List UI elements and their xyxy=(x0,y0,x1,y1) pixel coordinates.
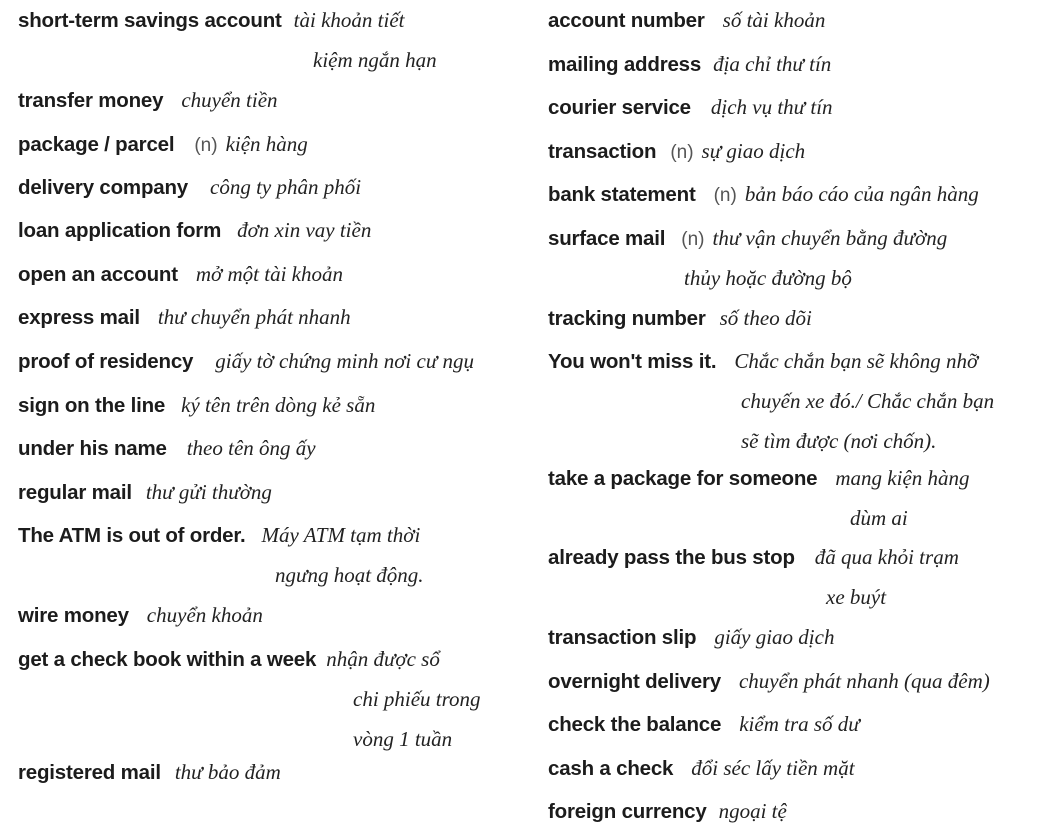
vocab-definition: Máy ATM tạm thời xyxy=(261,523,421,547)
vocab-term: cash a check xyxy=(548,757,674,780)
vocab-term: loan application form xyxy=(18,219,222,242)
part-of-speech: (n) xyxy=(713,185,737,206)
vocab-definition: thư chuyển phát nhanh xyxy=(157,305,351,329)
vocab-definition: ngoại tệ xyxy=(718,799,787,823)
vocab-term: check the balance xyxy=(548,713,722,736)
vocab-definition: thư bảo đảm xyxy=(174,760,281,784)
vocab-term: take a package for someone xyxy=(548,467,818,490)
vocab-definition: tài khoản tiết xyxy=(293,8,405,32)
vocab-term: package / parcel xyxy=(18,133,175,156)
vocab-term: courier service xyxy=(548,96,691,119)
vocab-entry xyxy=(548,756,855,781)
vocab-term: foreign currency xyxy=(548,800,707,823)
vocab-term: delivery company xyxy=(18,176,188,199)
vocab-definition: chuyển khoản xyxy=(146,603,263,627)
vocab-entry xyxy=(548,182,979,207)
vocab-definition: theo tên ông ấy xyxy=(186,436,316,460)
vocab-entry xyxy=(18,436,316,461)
vocab-entry xyxy=(548,306,812,331)
vocab-definition: dịch vụ thư tín xyxy=(710,95,833,119)
vocab-definition: thư vận chuyển bằng đường xyxy=(712,226,948,250)
vocab-term: overnight delivery xyxy=(548,670,721,693)
vocab-definition: đổi séc lấy tiền mặt xyxy=(691,756,855,780)
vocab-entry xyxy=(18,305,351,330)
vocab-entry xyxy=(548,8,825,33)
vocab-term: open an account xyxy=(18,263,178,286)
vocab-definition: ký tên trên dòng kẻ sẵn xyxy=(181,393,376,417)
vocab-definition: Chắc chắn bạn sẽ không nhỡ xyxy=(734,349,979,373)
vocab-term: transaction xyxy=(548,140,657,163)
vocab-entry xyxy=(18,349,474,374)
vocab-term: transfer money xyxy=(18,89,164,112)
vocab-definition: đã qua khỏi trạm xyxy=(814,545,959,569)
vocab-definition-continued: chuyến xe đó./ Chắc chắn bạn xyxy=(741,389,995,413)
vocab-definition: mang kiện hàng xyxy=(835,466,970,490)
vocab-term: You won't miss it. xyxy=(548,350,717,373)
vocab-term: get a check book within a week xyxy=(18,648,317,671)
vocab-entry xyxy=(18,88,278,113)
vocab-definition: giấy giao dịch xyxy=(714,625,835,649)
vocab-term: mailing address xyxy=(548,53,702,76)
vocab-entry xyxy=(548,625,834,650)
vocab-definition: chuyển phát nhanh (qua đêm) xyxy=(738,669,990,693)
vocab-term: wire money xyxy=(18,604,129,627)
part-of-speech: (n) xyxy=(681,229,705,250)
vocab-entry xyxy=(18,262,343,287)
vocab-entry xyxy=(18,760,281,785)
vocab-entry xyxy=(548,226,947,251)
vocab-definition: công ty phân phối xyxy=(210,175,362,199)
vocab-entry xyxy=(548,712,860,737)
vocab-definition: thư gửi thường xyxy=(145,480,272,504)
vocab-term: tracking number xyxy=(548,307,706,330)
vocab-definition-continued: vòng 1 tuần xyxy=(353,727,453,751)
vocab-term: under his name xyxy=(18,437,167,460)
vocab-entry xyxy=(18,523,420,548)
vocab-definition: kiểm tra số dư xyxy=(739,712,860,736)
vocab-entry xyxy=(18,480,272,505)
vocab-entry xyxy=(18,647,440,672)
vocab-definition: số theo dõi xyxy=(719,306,812,330)
vocab-definition: mở một tài khoản xyxy=(195,262,344,286)
vocab-definition-continued: sẽ tìm được (nơi chốn). xyxy=(741,429,937,453)
vocab-entry xyxy=(548,545,959,570)
vocab-term: sign on the line xyxy=(18,394,166,417)
vocab-entry xyxy=(548,669,990,694)
vocab-definition: bản báo cáo của ngân hàng xyxy=(744,182,979,206)
vocab-term: short-term savings account xyxy=(18,9,282,32)
vocab-definition-continued: ngưng hoạt động. xyxy=(275,563,424,587)
vocab-term: bank statement xyxy=(548,183,696,206)
part-of-speech: (n) xyxy=(670,142,694,163)
vocab-term: already pass the bus stop xyxy=(548,546,795,569)
vocab-definition: đơn xin vay tiền xyxy=(237,218,372,242)
vocab-definition: giấy tờ chứng minh nơi cư ngụ xyxy=(215,349,475,373)
vocab-term: transaction slip xyxy=(548,626,697,649)
vocab-entry xyxy=(548,139,805,164)
vocab-term: proof of residency xyxy=(18,350,194,373)
vocab-entry xyxy=(18,8,404,33)
vocab-term: The ATM is out of order. xyxy=(18,524,246,547)
vocab-definition-continued: kiệm ngắn hạn xyxy=(313,48,437,72)
vocab-definition: nhận được sổ xyxy=(326,647,440,671)
vocab-definition: kiện hàng xyxy=(225,132,308,156)
vocab-term: account number xyxy=(548,9,705,32)
vocab-term: express mail xyxy=(18,306,140,329)
part-of-speech: (n) xyxy=(194,135,218,156)
vocab-definition: chuyển tiền xyxy=(181,88,278,112)
vocab-entry xyxy=(18,175,361,200)
vocab-definition: số tài khoản xyxy=(722,8,826,32)
vocab-entry xyxy=(548,799,787,824)
vocab-definition-continued: dùm ai xyxy=(850,506,908,530)
vocab-definition-continued: chi phiếu trong xyxy=(353,687,481,711)
vocab-term: registered mail xyxy=(18,761,161,784)
vocab-term: regular mail xyxy=(18,481,132,504)
vocab-entry xyxy=(18,218,371,243)
vocab-entry xyxy=(18,132,308,157)
vocab-entry xyxy=(548,52,831,77)
vocab-term: surface mail xyxy=(548,227,666,250)
vocab-definition: địa chỉ thư tín xyxy=(713,52,832,76)
vocab-entry xyxy=(548,466,970,491)
vocab-entry xyxy=(18,393,375,418)
vocab-entry xyxy=(548,349,978,374)
vocab-definition-continued: thủy hoặc đường bộ xyxy=(684,266,852,290)
vocab-definition-continued: xe buýt xyxy=(826,585,887,609)
vocab-definition: sự giao dịch xyxy=(701,139,806,163)
vocab-entry xyxy=(18,603,263,628)
vocab-entry xyxy=(548,95,833,120)
